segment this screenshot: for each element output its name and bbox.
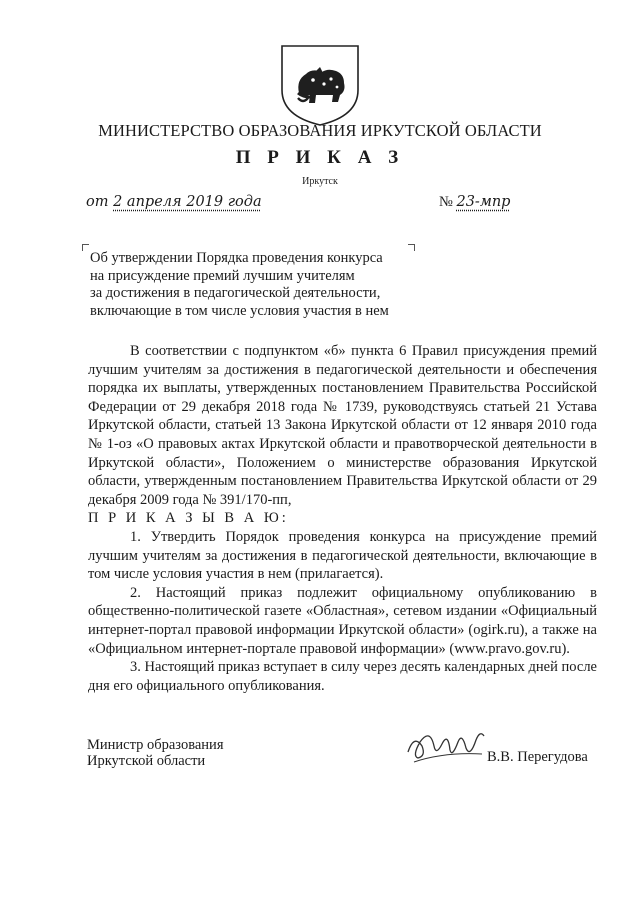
handwritten-signature: [404, 722, 488, 768]
position-line: Иркутской области: [87, 753, 206, 769]
order-item: 1. Утвердить Порядок проведения конкурса на присуждение премий лучшим учителям за достижения в педагогической деятельности, включающие в том числе условия участия в нем (прилагается).: [88, 528, 597, 583]
order-title: [90, 250, 430, 320]
date-handwritten: 2 апреля 2019 года: [113, 194, 262, 210]
document-type: П Р И К А З: [235, 147, 405, 168]
coat-of-arms-icon: [268, 38, 372, 128]
title-corner-mark: [82, 244, 89, 251]
title-line: включающие в том числе условия участия в нем: [90, 302, 389, 319]
order-item: 3. Настоящий приказ вступает в силу через десять календарных дней после дня его официального опубликования.: [88, 659, 597, 694]
title-line: на присуждение премий лучшим учителям: [90, 267, 355, 284]
signer-name: В.В. Перегудова: [487, 749, 588, 765]
order-word: П Р И К А З Ы В А Ю:: [88, 510, 289, 527]
title-line: Об утверждении Порядка проведения конкурса: [90, 250, 383, 266]
order-item: 2. Настоящий приказ подлежит официальному опубликованию в общественно-политической газете «Областная», сетевом издании «Официальный интернет-портал правовой информации Иркутской области» (ogirk.ru), а также на «Официальном интернет-портале правовой информации» (www.pravo.gov.ru).: [88, 584, 597, 657]
order-body: [88, 342, 597, 695]
order-date: [86, 194, 262, 210]
number-handwritten: 23-мпр: [456, 194, 511, 210]
order-number: [439, 194, 510, 211]
title-line: за достижения в педагогической деятельности,: [90, 285, 381, 301]
preamble-paragraph: В соответствии с подпунктом «б» пункта 6 Правил присуждения премий лучшим учителям за достижения в педагогической деятельности и обеспечения порядка их выплаты, утвержденных постановлением Правительства Российской Федерации от 29 декабря 2018 года № 1739, руководствуясь статьей 21 Устава Иркутской области, статьей 13 Закона Иркутской области от 12 января 2010 года № 1-оз «О правовых актах Иркутской области и правотворческой деятельности в Иркутской области», Положением о министерстве образования Иркутской области, утвержденным постановлением Правительства Иркутской области от 29 декабря 2009 года № 391/170-пп,: [88, 343, 597, 508]
signer-position: [87, 737, 223, 769]
position-line: Министр образования: [87, 737, 224, 753]
city: Иркутск: [302, 176, 338, 187]
date-prefix: от: [86, 194, 109, 210]
number-prefix: №: [439, 194, 453, 210]
ministry-name: МИНИСТЕРСТВО ОБРАЗОВАНИЯ ИРКУТСКОЙ ОБЛАСТИ: [98, 121, 542, 140]
